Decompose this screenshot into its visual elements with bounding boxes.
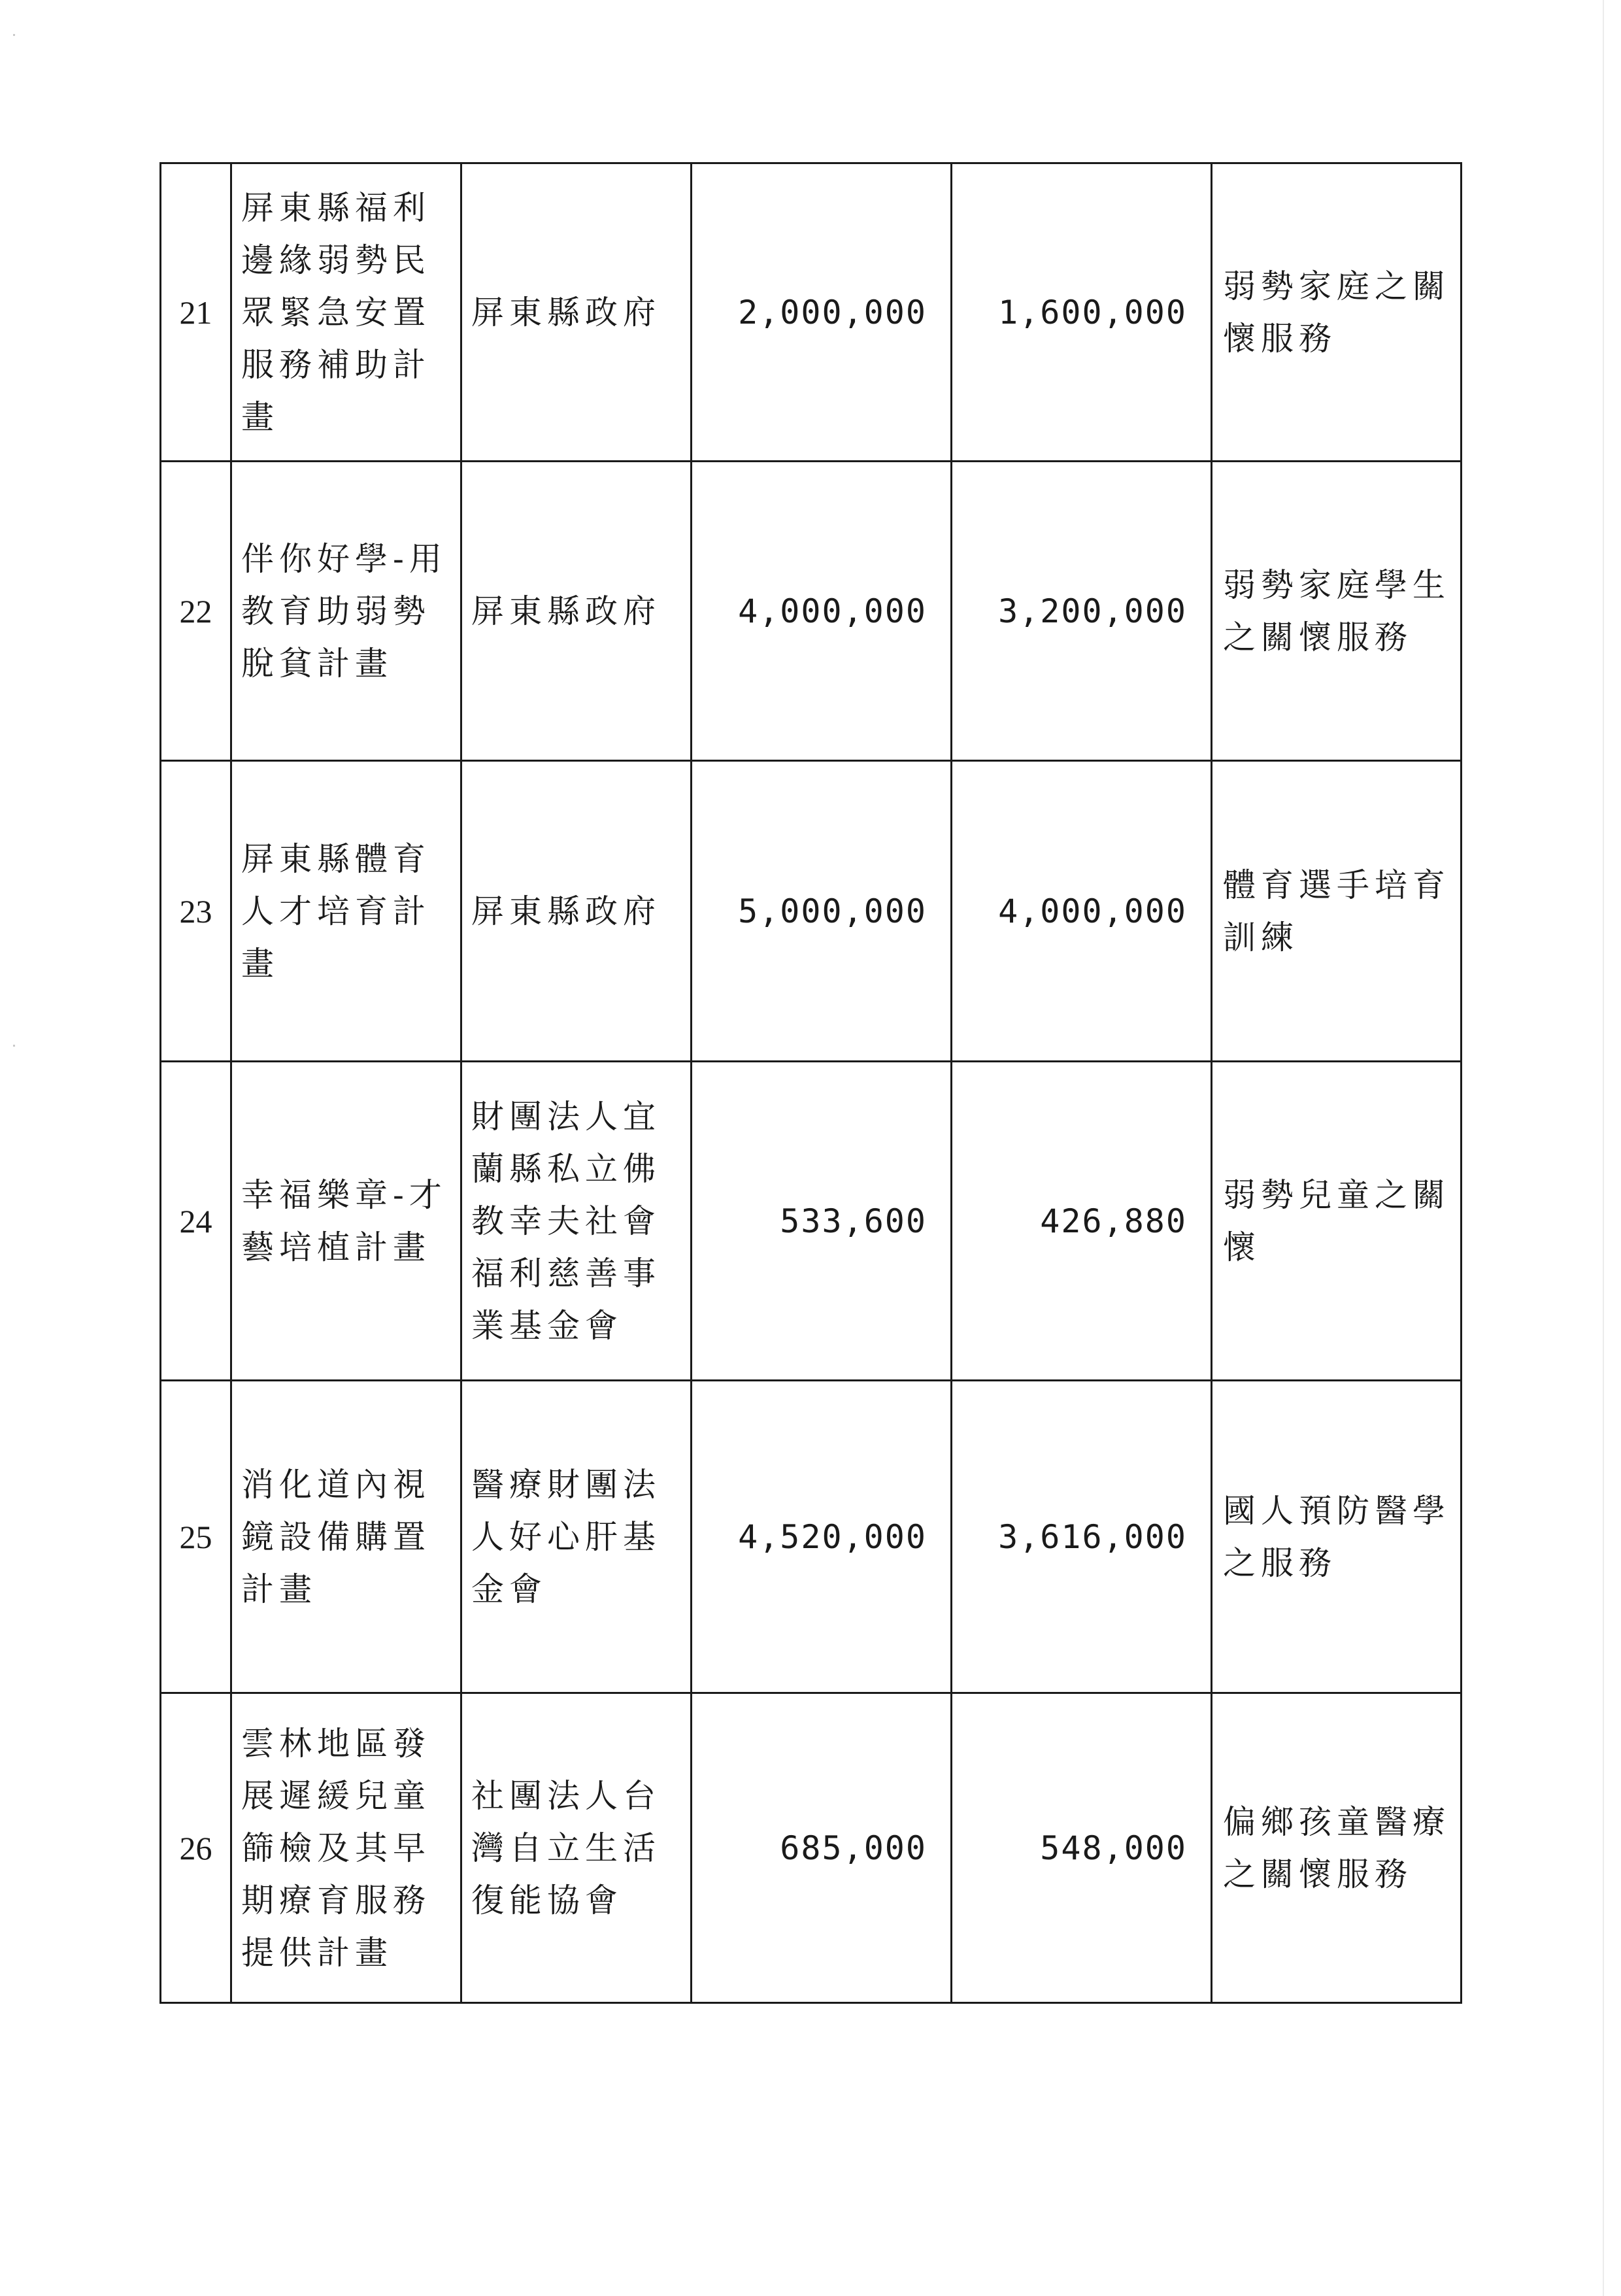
subsidy-amount: 1,600,000 bbox=[952, 163, 1212, 462]
row-number: 24 bbox=[161, 1062, 231, 1381]
scan-speck bbox=[13, 34, 15, 36]
organization: 屏東縣政府 bbox=[461, 163, 692, 462]
purpose: 體育選手培育 訓練 bbox=[1212, 761, 1462, 1062]
total-amount: 5,000,000 bbox=[692, 761, 952, 1062]
purpose: 弱勢家庭學生 之關懷服務 bbox=[1212, 462, 1462, 761]
project-name: 伴你好學-用 教育助弱勢 脫貧計畫 bbox=[231, 462, 461, 761]
organization: 財團法人宜 蘭縣私立佛 教幸夫社會 福利慈善事 業基金會 bbox=[461, 1062, 692, 1381]
organization: 屏東縣政府 bbox=[461, 761, 692, 1062]
row-number: 25 bbox=[161, 1381, 231, 1693]
project-name: 消化道內視 鏡設備購置 計畫 bbox=[231, 1381, 461, 1693]
purpose: 偏鄉孩童醫療 之關懷服務 bbox=[1212, 1693, 1462, 2003]
table-body bbox=[161, 163, 1462, 2003]
subsidy-amount: 3,616,000 bbox=[952, 1381, 1212, 1693]
subsidy-amount: 3,200,000 bbox=[952, 462, 1212, 761]
scan-speck bbox=[13, 1045, 15, 1047]
row-number: 26 bbox=[161, 1693, 231, 2003]
row-number: 22 bbox=[161, 462, 231, 761]
table-row bbox=[161, 462, 1462, 761]
purpose: 國人預防醫學 之服務 bbox=[1212, 1381, 1462, 1693]
subsidy-amount: 548,000 bbox=[952, 1693, 1212, 2003]
grant-table bbox=[159, 162, 1462, 2004]
organization: 醫療財團法 人好心肝基 金會 bbox=[461, 1381, 692, 1693]
row-number: 23 bbox=[161, 761, 231, 1062]
subsidy-amount: 426,880 bbox=[952, 1062, 1212, 1381]
project-name: 屏東縣福利 邊緣弱勢民 眾緊急安置 服務補助計 畫 bbox=[231, 163, 461, 462]
purpose: 弱勢兒童之關 懷 bbox=[1212, 1062, 1462, 1381]
project-name: 幸福樂章-才 藝培植計畫 bbox=[231, 1062, 461, 1381]
subsidy-amount: 4,000,000 bbox=[952, 761, 1212, 1062]
total-amount: 4,000,000 bbox=[692, 462, 952, 761]
table-row bbox=[161, 1693, 1462, 2003]
organization: 社團法人台 灣自立生活 復能協會 bbox=[461, 1693, 692, 2003]
row-number: 21 bbox=[161, 163, 231, 462]
total-amount: 2,000,000 bbox=[692, 163, 952, 462]
total-amount: 533,600 bbox=[692, 1062, 952, 1381]
table-row bbox=[161, 1381, 1462, 1693]
scan-edge-line bbox=[1603, 0, 1604, 2296]
table-row bbox=[161, 163, 1462, 462]
organization: 屏東縣政府 bbox=[461, 462, 692, 761]
table-row bbox=[161, 761, 1462, 1062]
total-amount: 4,520,000 bbox=[692, 1381, 952, 1693]
project-name: 雲林地區發 展遲緩兒童 篩檢及其早 期療育服務 提供計畫 bbox=[231, 1693, 461, 2003]
table-row bbox=[161, 1062, 1462, 1381]
total-amount: 685,000 bbox=[692, 1693, 952, 2003]
purpose: 弱勢家庭之關 懷服務 bbox=[1212, 163, 1462, 462]
project-name: 屏東縣體育 人才培育計 畫 bbox=[231, 761, 461, 1062]
